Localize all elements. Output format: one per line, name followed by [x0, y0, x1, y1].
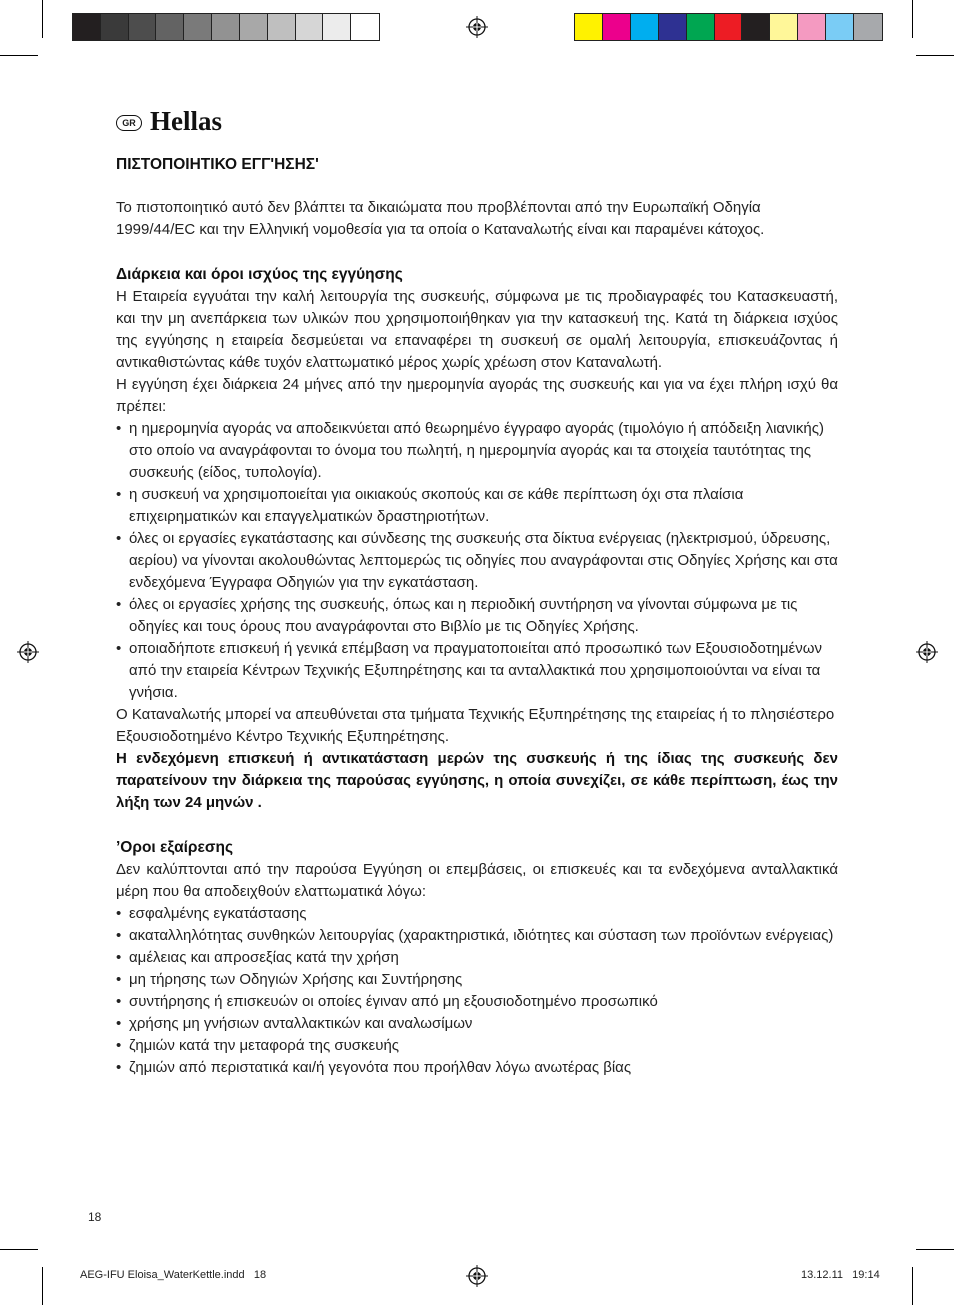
- intro-paragraph: Το πιστοποιητικό αυτό δεν βλάπτει τα δικαιώματα που προβλέπονται από την Ευρωπαϊκή Οδηγία 1999/44/EC και την Ελληνική νομοθεσία για τα οποία ο Καταναλωτής είναι και παραμένει κάτοχος.: [116, 199, 765, 238]
- list-item: • συντήρησης ή επισκευών οι οποίες έγιναν από μη εξουσιοδοτημένο προσωπικό: [116, 991, 838, 1013]
- color-swatch: [129, 14, 157, 40]
- color-swatch: [575, 14, 603, 40]
- list-item: • ζημιών κατά την μεταφορά της συσκευής: [116, 1035, 838, 1057]
- crop-mark: [0, 1249, 38, 1250]
- color-swatch: [184, 14, 212, 40]
- exclusions-list: [116, 903, 838, 1079]
- list-item: • η συσκευή να χρησιμοποιείται για οικιακούς σκοπούς και σε κάθε περίπτωση όχι στα πλαίσια επιχειρηματικών και επαγγελματικών δραστηριοτήτων.: [116, 484, 838, 528]
- color-swatch: [240, 14, 268, 40]
- color-swatch: [156, 14, 184, 40]
- slug-date-time: 13.12.11 19:14: [801, 1269, 880, 1281]
- list-item: • εσφαλμένης εγκατάστασης: [116, 903, 838, 925]
- color-swatch: [101, 14, 129, 40]
- color-swatch: [631, 14, 659, 40]
- list-item: • οποιαδήποτε επισκευή ή γενικά επέμβαση να πραγματοποιείται από προσωπικό των Εξουσιοδοτημένων από την εταιρεία Κέντρων Τεχνικής Εξυπηρέτησης και τα ανταλλακτικά που χρησιμοποιούνται να είναι τα γνήσια.: [116, 638, 838, 704]
- warranty-paragraph: Η Εταιρεία εγγυάται την καλή λειτουργία της συσκευής, σύμφωνα με τις προδιαγραφές του Κατασκευαστή, και την μη ανεπάρκεια των υλικών που χρησιμοποιήθηκαν για την κατασκευή της. Κατά τη διάρκεια ισχύος της εγγύησης η εταιρεία δεσμεύεται να επαναφέρει τη συσκευή σε ομαλή λειτουργία, επισκευάζοντας ή αντικαθιστώντας κάθε τυχόν ελαττωματικό μέρος χωρίς χρέωση στον Καταναλωτή.: [116, 288, 838, 371]
- color-swatch: [687, 14, 715, 40]
- list-item: • όλες οι εργασίες εγκατάστασης και σύνδεσης της συσκευής στα δίκτυα ενέργειας (ηλεκτρισμού, ύδρευσης, αερίου) να γίνονται ακολουθώντας λεπτομερώς τις οδηγίες που αναγράφονται στις Οδηγίες Χρήσης και στα ενδεχόμενα Έγγραφα Οδηγιών για την εγκατάσταση.: [116, 528, 838, 594]
- color-swatch: [742, 14, 770, 40]
- color-swatch: [296, 14, 324, 40]
- color-swatch: [73, 14, 101, 40]
- list-item: • όλες οι εργασίες χρήσης της συσκευής, όπως και η περιοδική συντήρηση να γίνονται σύμφωνα με τις οδηγίες και τους όρους που αναγράφονται στο Βιβλίο με τις Οδηγίες Χρήσης.: [116, 594, 838, 638]
- page-number: 18: [88, 1210, 102, 1224]
- service-contact-paragraph: Ο Καταναλωτής μπορεί να απευθύνεται στα τμήματα Τεχνικής Εξυπηρέτησης της εταιρείας ή το πλησιέστερο Εξουσιοδοτημένο Κέντρο Τεχνικής Εξυπηρέτησης.: [116, 706, 835, 745]
- color-swatch: [351, 14, 379, 40]
- list-item: • χρήσης μη γνήσιων ανταλλακτικών και αναλωσίμων: [116, 1013, 838, 1035]
- registration-mark-icon: [466, 1265, 488, 1287]
- document-body: [116, 154, 838, 1079]
- crop-mark: [916, 1249, 954, 1250]
- exclusions-paragraph: Δεν καλύπτονται από την παρούσα Εγγύηση οι επεμβάσεις, οι επισκευές και τα ενδεχόμενα ανταλλακτικά μέρη που θα αποδειχθούν ελαττωματικά λόγω:: [116, 861, 838, 900]
- country-badge: GR: [116, 115, 142, 131]
- section-heading-duration: Διάρκεια και όροι ισχύος της εγγύησης: [116, 266, 403, 283]
- list-item: • ζημιών από περιστατικά και/ή γεγονότα που προήλθαν λόγω ανωτέρας βίας: [116, 1057, 838, 1079]
- crop-mark: [912, 1267, 913, 1305]
- crop-mark: [42, 0, 43, 38]
- color-swatch: [268, 14, 296, 40]
- slug-file-name: AEG-IFU Eloisa_WaterKettle.indd 18: [80, 1269, 267, 1281]
- registration-mark-icon: [17, 641, 39, 663]
- color-swatch: [323, 14, 351, 40]
- color-swatch: [212, 14, 240, 40]
- color-swatch: [770, 14, 798, 40]
- color-swatch: [826, 14, 854, 40]
- repair-notice-paragraph: Η ενδεχόμενη επισκευή ή αντικατάσταση μερών της συσκευής ή της ίδιας της συσκευής δεν παρατείνουν την διάρκεια της παρούσας εγγύησης, η οποία συνεχίζει, σε κάθε περίπτωση, έως την λήξη των 24 μηνών .: [116, 750, 838, 811]
- list-item: • η ημερομηνία αγοράς να αποδεικνύεται από θεωρημένο έγγραφο αγοράς (τιμολόγιο ή απόδειξη λιανικής) στο οποίο να αναγράφονται το όνομα του πωλητή, η ημερομηνία αγοράς και τα στοιχεία ταυτότητας της συσκευής (είδος, τυπολογία).: [116, 418, 838, 484]
- crop-mark: [916, 55, 954, 56]
- crop-mark: [0, 55, 38, 56]
- color-swatch: [603, 14, 631, 40]
- crop-mark: [912, 0, 913, 38]
- color-swatch: [659, 14, 687, 40]
- warranty-duration-paragraph: Η εγγύηση έχει διάρκεια 24 μήνες από την ημερομηνία αγοράς της συσκευής και για να έχει πλήρη ισχύ θα πρέπει:: [116, 376, 838, 415]
- list-item: • ακαταλληλότητας συνθηκών λειτουργίας (χαρακτηριστικά, ιδιότητες και σύσταση των προϊόντων ενέργειας): [116, 925, 838, 947]
- list-item: • αμέλειας και απροσεξίας κατά την χρήση: [116, 947, 838, 969]
- document-title: ΠΙΣΤΟΠΟΙΗΤΙΚΟ ΕΓΓ'ΗΣΗΣ': [116, 156, 319, 173]
- warranty-conditions-list: [116, 418, 838, 704]
- grayscale-color-bar: [72, 13, 380, 41]
- list-item: • μη τήρησης των Οδηγιών Χρήσης και Συντήρησης: [116, 969, 838, 991]
- country-title: Hellas: [150, 106, 222, 136]
- color-swatch: [798, 14, 826, 40]
- registration-mark-icon: [916, 641, 938, 663]
- color-swatch: [715, 14, 743, 40]
- registration-mark-icon: [466, 16, 488, 38]
- color-swatch: [854, 14, 882, 40]
- section-heading-exclusions: ’Οροι εξαίρεσης: [116, 839, 234, 856]
- crop-mark: [42, 1267, 43, 1305]
- process-color-bar: [574, 13, 883, 41]
